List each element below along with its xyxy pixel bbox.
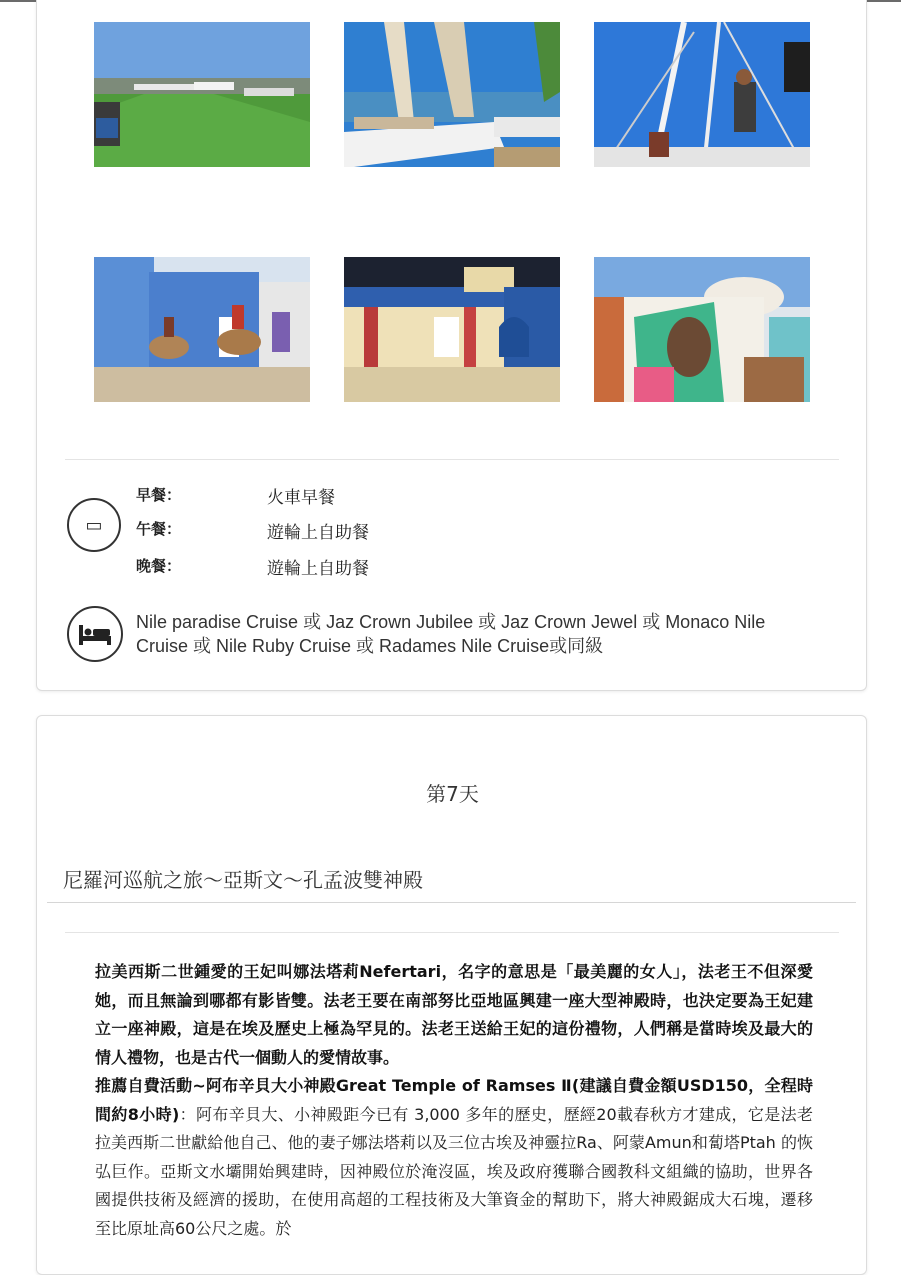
meal-value-dinner: 遊輪上自助餐 bbox=[267, 559, 369, 579]
bed-icon bbox=[67, 606, 123, 662]
day7-content bbox=[95, 958, 813, 1243]
section-divider bbox=[65, 459, 839, 460]
photo-nubian-mural[interactable] bbox=[594, 257, 810, 402]
hotel-description: Nile paradise Cruise 或 Jaz Crown Jubilee 或 Jaz Crown Jewel 或 Monaco Nile Cruise 或 Nile Ruby Cruise 或 Radames Nile Cruise或同級 bbox=[136, 612, 766, 656]
utensils-icon: ▭ bbox=[67, 498, 121, 552]
meal-value-breakfast: 火車早餐 bbox=[267, 488, 335, 508]
meal-label-lunch: 午餐： bbox=[136, 520, 182, 538]
photo-sailors-mast[interactable] bbox=[594, 22, 810, 167]
meal-value-lunch: 遊輪上自助餐 bbox=[267, 523, 369, 543]
photo-felucca-boats[interactable] bbox=[344, 22, 560, 167]
intro-paragraph: 拉美西斯二世鍾愛的王妃叫娜法塔莉Nefertari，名字的意思是「最美麗的女人」，法老王不但深愛她，而且無論到哪都有影皆雙。法老王要在南部努比亞地區興建一座大型神殿時，也決定要為王妃建立一座神殿，這是在埃及歷史上極為罕見的。法老王送給王妃的這份禮物，人們稱是當時埃及最大的情人禮物，也是古代一個動人的愛情故事。 bbox=[95, 962, 813, 1067]
photo-nubian-house-night[interactable] bbox=[344, 257, 560, 402]
photo-cruise-deck[interactable] bbox=[94, 22, 310, 167]
optional-activity-description: ：阿布辛貝大、小神殿距今已有 3,000 多年的歷史，歷經20載春秋方才建成，它是法老拉美西斯二世獻給他自己、他的妻子娜法塔莉以及三位古埃及神靈拉Ra、阿蒙Amun和蔔塔Ptah 的恢弘巨作。亞斯文水壩開始興建時，因神殿位於淹沒區，埃及政府獲聯合國教科文組織的協助，世界各國提供技術及經濟的援助，在使用高超的工程技術及大筆資金的幫助下，將大神殿鋸成大石塊，遷移至比原址高60公尺之處。於 bbox=[95, 1104, 813, 1238]
photo-nubian-camels[interactable] bbox=[94, 257, 310, 402]
day6-card bbox=[36, 0, 867, 691]
optional-activity-heading: 推薦自費活動~阿布辛貝大小神殿Great Temple of Ramses Ⅱ(建議自費金額USD150，全程時間約8小時) bbox=[95, 1076, 813, 1124]
meal-label-breakfast: 早餐： bbox=[136, 486, 182, 504]
meal-label-dinner: 晚餐： bbox=[136, 557, 182, 575]
day-title: 第7天 bbox=[426, 782, 479, 806]
day7-card bbox=[36, 715, 867, 1275]
route-underline bbox=[47, 902, 856, 903]
day-route-title: 尼羅河巡航之旅～亞斯文～孔孟波雙神殿 bbox=[63, 868, 423, 892]
content-divider bbox=[65, 932, 839, 933]
